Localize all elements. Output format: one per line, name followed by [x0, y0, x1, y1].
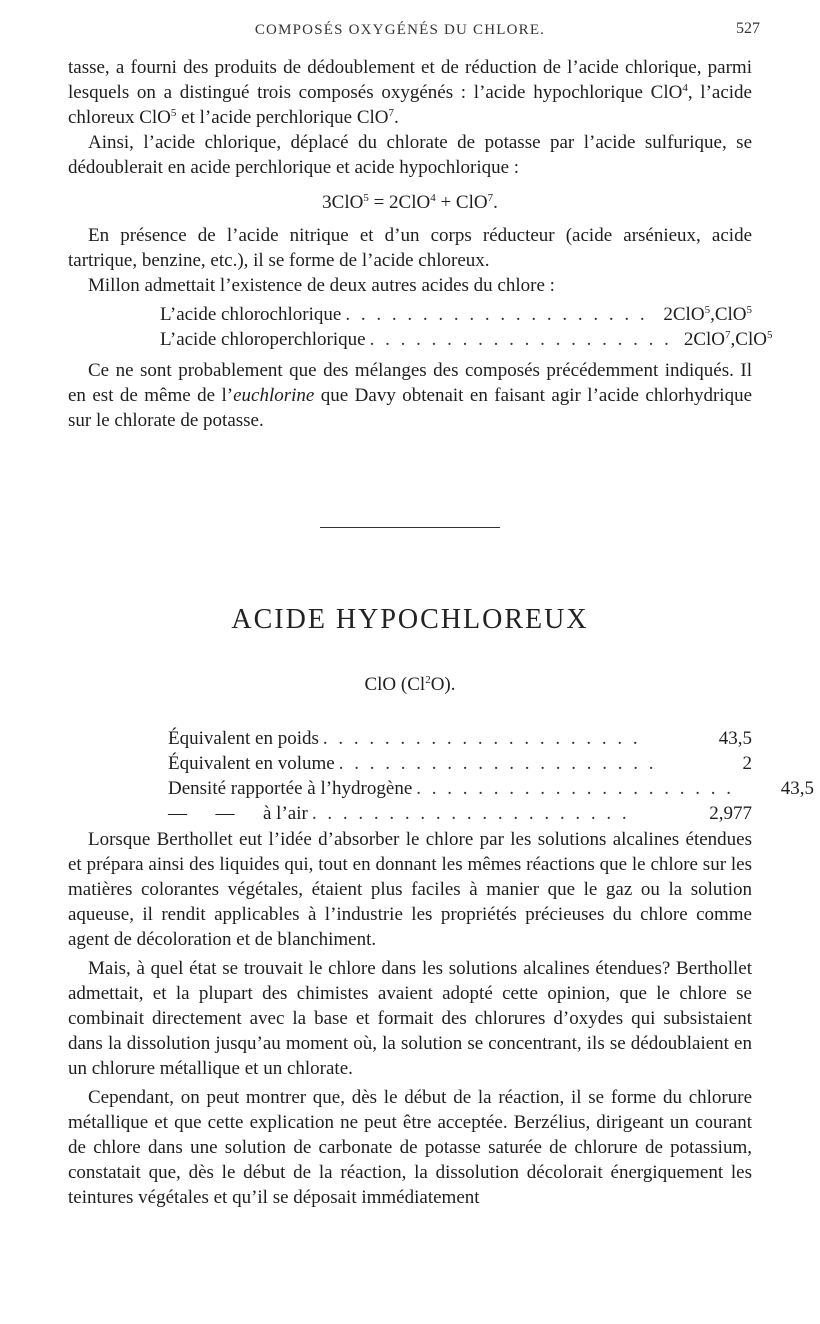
- equation: 3ClO$^5$ = 2ClO$^4$ + ClO$^7$.: [322, 192, 498, 213]
- acid-row: L’acide chloroperchlorique . . . . . . . . . . . . . . . . . . . . 2ClO$^7$,ClO$^5$: [160, 329, 773, 350]
- running-head: COMPOSÉS OXYGÉNÉS DU CHLORE.: [254, 22, 546, 38]
- top-text-block: [68, 55, 773, 433]
- section-title: ACIDE HYPOCHLOREUX: [231, 604, 589, 635]
- paragraph-presence: En présence de l’acide nitrique et d’un corps réducteur (acide arsénieux, acide tartrique, benzine, etc.), il se forme de l’acide chloreux.: [68, 225, 752, 271]
- section-divider: [320, 527, 500, 528]
- paragraph-intro: tasse, a fourni des produits de dédoublement et de réduction de l’acide chlorique, parmi lesquels on a distingué trois composés oxygénés : l’acide hypochlorique ClO$^4$, l’acide chloreux ClO$^5$ et l’acide perchlorique ClO$^7$.: [68, 57, 752, 128]
- paragraph-millon: Millon admettait l’existence de deux autres acides du chlore :: [88, 275, 555, 296]
- section-body: [68, 827, 752, 1210]
- paragraph-euchlorine: Ce ne sont probablement que des mélanges des composés précédemment indiqués. Il en est de même de l’euchlorine que Davy obtenait en faisant agir l’acide chlorhydrique sur le chlorate de potasse.: [68, 360, 753, 431]
- properties-table: [68, 726, 815, 826]
- acid-list: [68, 302, 773, 352]
- acid-row: L’acide chlorochlorique . . . . . . . . . . . . . . . . . . . . 2ClO$^5$,ClO$^5$: [160, 304, 752, 325]
- property-row: — — à l’air . . . . . . . . . . . . . . . . . . . . . 2,977: [168, 803, 752, 824]
- property-row: Équivalent en poids . . . . . . . . . . . . . . . . . . . . . 43,5: [168, 728, 752, 749]
- property-row: Densité rapportée à l’hydrogène . . . . . . . . . . . . . . . . . . . . . 43,5: [168, 778, 815, 799]
- property-row: Équivalent en volume . . . . . . . . . . . . . . . . . . . . . 2: [168, 753, 752, 774]
- paragraph-cependant: Cependant, on peut montrer que, dès le début de la réaction, il se forme du chlorure métallique et que cette explication ne peut être acceptée. Berzélius, dirigeant un courant de chlore dans une solution de carbonate de potasse saturée de chlorure de potassium, constatait que, dès le début de la réaction, la dissolution décolorait énergiquement les teintures végétales et qu’il se déposait immédiatement: [68, 1087, 752, 1208]
- paragraph-mais: Mais, à quel état se trouvait le chlore dans les solutions alcalines étendues? Berthollet admettait, et la plupart des chimistes avaient adopté cette opinion, que le chlore se combinait directement avec la base et formait des chlorures d’oxydes qui subsistaient dans la dissolution jusqu’au moment où, la solution se concentrant, ils se dédoublaient en un chlorure métallique et un chlorate.: [68, 958, 752, 1079]
- section-formula: ClO (Cl$^2$O).: [364, 674, 456, 695]
- page-number: 527: [736, 20, 760, 37]
- paragraph-berthollet: Lorsque Berthollet eut l’idée d’absorber le chlore par les solutions alcalines étendues et prépara ainsi des liquides qui, tout en donnant les mêmes réactions que le chlore sur les matières colorantes végétales, étaient plus faciles à manier que le gaz ou la solution aqueuse, il rendit applicables à l’industrie les propriétés précieuses du chlore comme agent de décoloration et de blanchiment.: [68, 829, 752, 950]
- paragraph-ainsi: Ainsi, l’acide chlorique, déplacé du chlorate de potasse par l’acide sulfurique, se dédoublerait en acide perchlorique et acide hypochlorique :: [68, 132, 752, 178]
